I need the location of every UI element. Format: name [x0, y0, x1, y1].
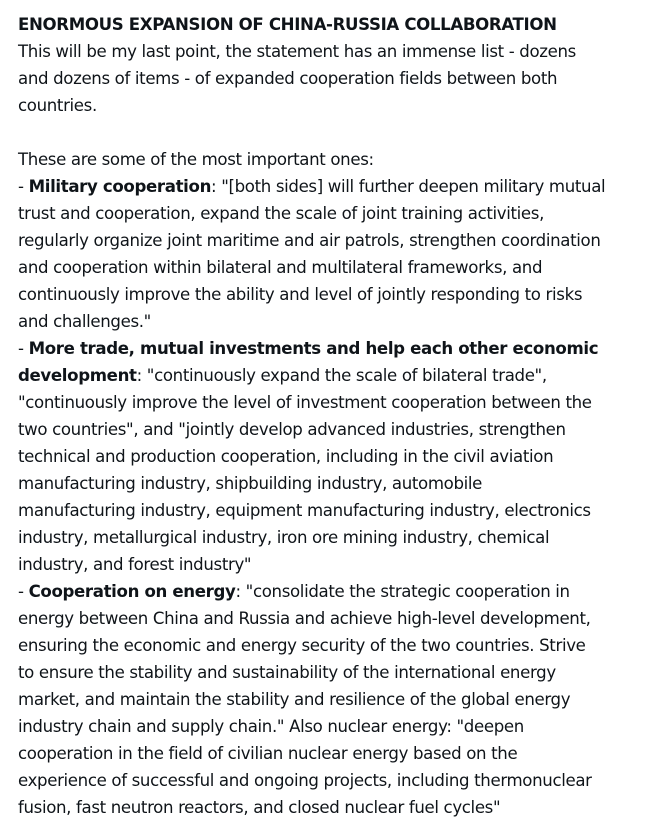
energy-line: experience of successful and ongoing projects, including thermonuclear	[18, 771, 592, 790]
military-cooperation-text: : "[both sides] will further deepen military mutual	[211, 177, 606, 196]
military-cooperation-line: trust and cooperation, expand the scale of joint training activities,	[18, 204, 544, 223]
paragraph-spacer	[18, 119, 654, 146]
energy-line: energy between China and Russia and achieve high-level development,	[18, 609, 591, 628]
trade-line: industry, metallurgical industry, iron ore mining industry, chemical	[18, 528, 550, 547]
energy-line: cooperation in the field of civilian nuclear energy based on the	[18, 744, 518, 763]
military-cooperation-line: and challenges."	[18, 312, 151, 331]
energy-text: : "consolidate the strategic cooperation in	[235, 582, 570, 601]
military-cooperation-label: Military cooperation	[28, 177, 212, 196]
energy-line: industry chain and supply chain." Also nuclear energy: "deepen	[18, 717, 524, 736]
bullet-dash: -	[18, 582, 29, 601]
military-cooperation-first-line	[18, 173, 654, 200]
energy-label: Cooperation on energy	[28, 582, 236, 601]
trade-first-line	[18, 335, 654, 362]
lead-line: These are some of the most important ones:	[18, 150, 374, 169]
trade-label-part1: More trade, mutual investments and help each other economic	[28, 339, 599, 358]
intro-line: and dozens of items - of expanded cooperation fields between both	[18, 69, 558, 88]
energy-line: ensuring the economic and energy security of the two countries. Strive	[18, 636, 586, 655]
trade-line: two countries", and "jointly develop advanced industries, strengthen	[18, 420, 566, 439]
trade-label-part2: development	[18, 366, 137, 385]
trade-text: : "continuously expand the scale of bilateral trade",	[136, 366, 547, 385]
trade-line: manufacturing industry, shipbuilding industry, automobile	[18, 474, 483, 493]
trade-line: manufacturing industry, equipment manufacturing industry, electronics	[18, 501, 591, 520]
trade-line: technical and production cooperation, including in the civil aviation	[18, 447, 554, 466]
trade-line: industry, and forest industry"	[18, 555, 252, 574]
post-title: ENORMOUS EXPANSION OF CHINA-RUSSIA COLLABORATION	[18, 15, 557, 34]
energy-line: fusion, fast neutron reactors, and closed nuclear fuel cycles"	[18, 798, 501, 817]
post-text-body	[18, 11, 654, 821]
bullet-dash: -	[18, 339, 29, 358]
intro-line: This will be my last point, the statement has an immense list - dozens	[18, 42, 576, 61]
military-cooperation-line: and cooperation within bilateral and multilateral frameworks, and	[18, 258, 543, 277]
bullet-dash: -	[18, 177, 29, 196]
intro-line: countries.	[18, 96, 97, 115]
military-cooperation-line: continuously improve the ability and level of jointly responding to risks	[18, 285, 583, 304]
energy-line: market, and maintain the stability and resilience of the global energy	[18, 690, 571, 709]
trade-second-line	[18, 362, 654, 389]
trade-line: "continuously improve the level of investment cooperation between the	[18, 393, 592, 412]
military-cooperation-line: regularly organize joint maritime and air patrols, strengthen coordination	[18, 231, 601, 250]
energy-first-line	[18, 578, 654, 605]
energy-line: to ensure the stability and sustainability of the international energy	[18, 663, 556, 682]
